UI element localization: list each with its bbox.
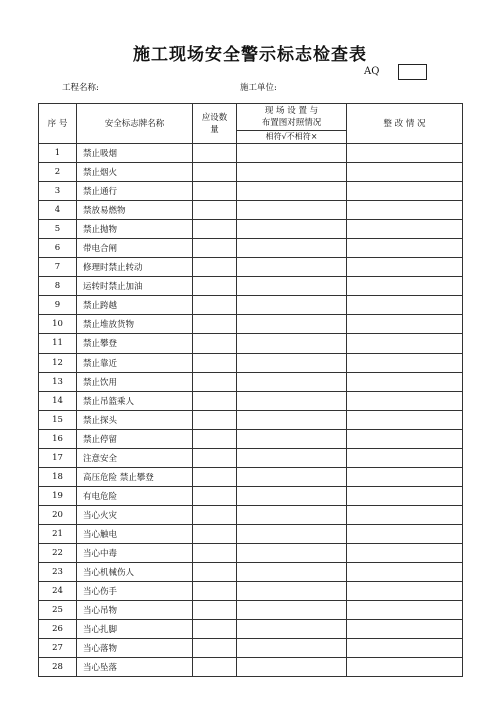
quantity-cell[interactable] (193, 658, 237, 677)
table-row (39, 296, 463, 315)
table-row (39, 182, 463, 201)
col-header-quantity: 应设数量 (193, 104, 237, 144)
row-number: 20 (39, 505, 77, 524)
match-cell[interactable] (237, 448, 347, 467)
row-number: 6 (39, 239, 77, 258)
sign-name: 运转时禁止加油 (77, 277, 193, 296)
rectification-cell[interactable] (347, 144, 463, 163)
quantity-cell[interactable] (193, 601, 237, 620)
sign-name: 禁止停留 (77, 429, 193, 448)
match-cell[interactable] (237, 277, 347, 296)
quantity-cell[interactable] (193, 582, 237, 601)
sign-name: 当心落物 (77, 639, 193, 658)
match-cell[interactable] (237, 296, 347, 315)
rectification-cell[interactable] (347, 201, 463, 220)
rectification-cell[interactable] (347, 639, 463, 658)
row-number: 28 (39, 658, 77, 677)
sign-name: 禁止吸烟 (77, 144, 193, 163)
quantity-cell[interactable] (193, 353, 237, 372)
quantity-cell[interactable] (193, 620, 237, 639)
rectification-cell[interactable] (347, 182, 463, 201)
quantity-cell[interactable] (193, 182, 237, 201)
sign-name: 禁止攀登 (77, 334, 193, 353)
row-number: 9 (39, 296, 77, 315)
quantity-cell[interactable] (193, 220, 237, 239)
table-row (39, 620, 463, 639)
quantity-cell[interactable] (193, 467, 237, 486)
table-row (39, 582, 463, 601)
col-header-rectification: 整 改 情 况 (347, 104, 463, 144)
rectification-cell[interactable] (347, 448, 463, 467)
match-cell[interactable] (237, 582, 347, 601)
table-row (39, 486, 463, 505)
sign-name: 禁放易燃物 (77, 201, 193, 220)
row-number: 23 (39, 563, 77, 582)
match-cell[interactable] (237, 639, 347, 658)
table-row (39, 391, 463, 410)
match-cell[interactable] (237, 410, 347, 429)
match-cell[interactable] (237, 182, 347, 201)
rectification-cell[interactable] (347, 163, 463, 182)
sign-name: 当心伤手 (77, 582, 193, 601)
sign-name: 高压危险 禁止攀登 (77, 467, 193, 486)
rectification-cell[interactable] (347, 658, 463, 677)
aq-number-box[interactable] (398, 64, 427, 80)
table-row (39, 448, 463, 467)
table-row (39, 277, 463, 296)
quantity-cell[interactable] (193, 201, 237, 220)
row-number: 2 (39, 163, 77, 182)
rectification-cell[interactable] (347, 258, 463, 277)
table-row (39, 658, 463, 677)
col-header-site-check-line1: 现 场 设 置 与 (264, 106, 319, 116)
row-number: 4 (39, 201, 77, 220)
page-title: 施工现场安全警示标志检查表 (133, 45, 367, 65)
quantity-cell[interactable] (193, 639, 237, 658)
rectification-cell[interactable] (347, 372, 463, 391)
sign-name: 当心坠落 (77, 658, 193, 677)
rectification-cell[interactable] (347, 486, 463, 505)
match-cell[interactable] (237, 524, 347, 543)
match-cell[interactable] (237, 201, 347, 220)
rectification-cell[interactable] (347, 410, 463, 429)
col-header-match-legend: 相符√不相符× (237, 131, 347, 144)
sign-name: 禁止吊篮乘人 (77, 391, 193, 410)
quantity-cell[interactable] (193, 543, 237, 562)
row-number: 17 (39, 448, 77, 467)
project-name-label: 工程名称: (62, 83, 99, 93)
table-row (39, 563, 463, 582)
row-number: 12 (39, 353, 77, 372)
table-row (39, 372, 463, 391)
match-cell[interactable] (237, 258, 347, 277)
table-row (39, 524, 463, 543)
construction-unit-label: 施工单位: (240, 83, 277, 93)
sign-name: 当心吊物 (77, 601, 193, 620)
sign-name: 带电合闸 (77, 239, 193, 258)
rectification-cell[interactable] (347, 429, 463, 448)
quantity-cell[interactable] (193, 486, 237, 505)
table-row (39, 334, 463, 353)
rectification-cell[interactable] (347, 353, 463, 372)
match-cell[interactable] (237, 620, 347, 639)
sign-name: 禁止饮用 (77, 372, 193, 391)
table-row (39, 144, 463, 163)
quantity-cell[interactable] (193, 334, 237, 353)
rectification-cell[interactable] (347, 334, 463, 353)
match-cell[interactable] (237, 239, 347, 258)
quantity-cell[interactable] (193, 239, 237, 258)
match-cell[interactable] (237, 543, 347, 562)
quantity-cell[interactable] (193, 429, 237, 448)
table-row (39, 543, 463, 562)
quantity-cell[interactable] (193, 563, 237, 582)
match-cell[interactable] (237, 601, 347, 620)
match-cell[interactable] (237, 163, 347, 182)
quantity-cell[interactable] (193, 524, 237, 543)
match-cell[interactable] (237, 563, 347, 582)
rectification-cell[interactable] (347, 467, 463, 486)
col-header-site-check-line2: 布置图对照情况 (261, 118, 322, 128)
rectification-cell[interactable] (347, 239, 463, 258)
sign-name: 禁止探头 (77, 410, 193, 429)
sign-name: 禁止通行 (77, 182, 193, 201)
col-header-sign-name: 安全标志牌名称 (77, 104, 193, 144)
match-cell[interactable] (237, 467, 347, 486)
match-cell[interactable] (237, 486, 347, 505)
rectification-cell[interactable] (347, 505, 463, 524)
row-number: 21 (39, 524, 77, 543)
sign-name: 当心扎脚 (77, 620, 193, 639)
sign-name: 修理时禁止转动 (77, 258, 193, 277)
quantity-cell[interactable] (193, 315, 237, 334)
sign-name: 当心机械伤人 (77, 563, 193, 582)
row-number: 1 (39, 144, 77, 163)
sign-name: 有电危险 (77, 486, 193, 505)
sign-name: 禁止靠近 (77, 353, 193, 372)
rectification-cell[interactable] (347, 277, 463, 296)
quantity-cell[interactable] (193, 391, 237, 410)
table-row (39, 239, 463, 258)
quantity-cell[interactable] (193, 163, 237, 182)
match-cell[interactable] (237, 144, 347, 163)
row-number: 14 (39, 391, 77, 410)
match-cell[interactable] (237, 391, 347, 410)
row-number: 10 (39, 315, 77, 334)
row-number: 5 (39, 220, 77, 239)
rectification-cell[interactable] (347, 220, 463, 239)
match-cell[interactable] (237, 429, 347, 448)
row-number: 26 (39, 620, 77, 639)
table-row (39, 639, 463, 658)
quantity-cell[interactable] (193, 144, 237, 163)
match-cell[interactable] (237, 334, 347, 353)
rectification-cell[interactable] (347, 620, 463, 639)
col-header-seq: 序 号 (39, 104, 77, 144)
row-number: 15 (39, 410, 77, 429)
table-row (39, 258, 463, 277)
row-number: 18 (39, 467, 77, 486)
rectification-cell[interactable] (347, 543, 463, 562)
sign-name: 禁止堆放货物 (77, 315, 193, 334)
row-number: 16 (39, 429, 77, 448)
quantity-cell[interactable] (193, 448, 237, 467)
quantity-cell[interactable] (193, 372, 237, 391)
rectification-cell[interactable] (347, 563, 463, 582)
table-row (39, 201, 463, 220)
sign-name: 禁止抛物 (77, 220, 193, 239)
row-number: 24 (39, 582, 77, 601)
match-cell[interactable] (237, 658, 347, 677)
rectification-cell[interactable] (347, 296, 463, 315)
row-number: 8 (39, 277, 77, 296)
match-cell[interactable] (237, 220, 347, 239)
table-row (39, 410, 463, 429)
table-row (39, 601, 463, 620)
row-number: 7 (39, 258, 77, 277)
quantity-cell[interactable] (193, 258, 237, 277)
table-row (39, 467, 463, 486)
row-number: 3 (39, 182, 77, 201)
row-number: 22 (39, 543, 77, 562)
table-row (39, 429, 463, 448)
match-cell[interactable] (237, 372, 347, 391)
table-row (39, 220, 463, 239)
sign-name: 禁止烟火 (77, 163, 193, 182)
rectification-cell[interactable] (347, 582, 463, 601)
quantity-cell[interactable] (193, 296, 237, 315)
rectification-cell[interactable] (347, 524, 463, 543)
table-row (39, 353, 463, 372)
rectification-cell[interactable] (347, 315, 463, 334)
row-number: 11 (39, 334, 77, 353)
table-row (39, 163, 463, 182)
row-number: 27 (39, 639, 77, 658)
sign-name: 当心触电 (77, 524, 193, 543)
quantity-cell[interactable] (193, 277, 237, 296)
sign-name: 禁止跨越 (77, 296, 193, 315)
quantity-cell[interactable] (193, 505, 237, 524)
rectification-cell[interactable] (347, 391, 463, 410)
match-cell[interactable] (237, 315, 347, 334)
sign-name: 当心中毒 (77, 543, 193, 562)
row-number: 19 (39, 486, 77, 505)
sign-name: 注意安全 (77, 448, 193, 467)
inspection-table (38, 103, 463, 677)
match-cell[interactable] (237, 353, 347, 372)
aq-label: AQ (364, 66, 380, 77)
row-number: 25 (39, 601, 77, 620)
match-cell[interactable] (237, 505, 347, 524)
rectification-cell[interactable] (347, 601, 463, 620)
table-row (39, 505, 463, 524)
quantity-cell[interactable] (193, 410, 237, 429)
row-number: 13 (39, 372, 77, 391)
table-row (39, 315, 463, 334)
sign-name: 当心火灾 (77, 505, 193, 524)
col-header-site-check (237, 104, 347, 131)
